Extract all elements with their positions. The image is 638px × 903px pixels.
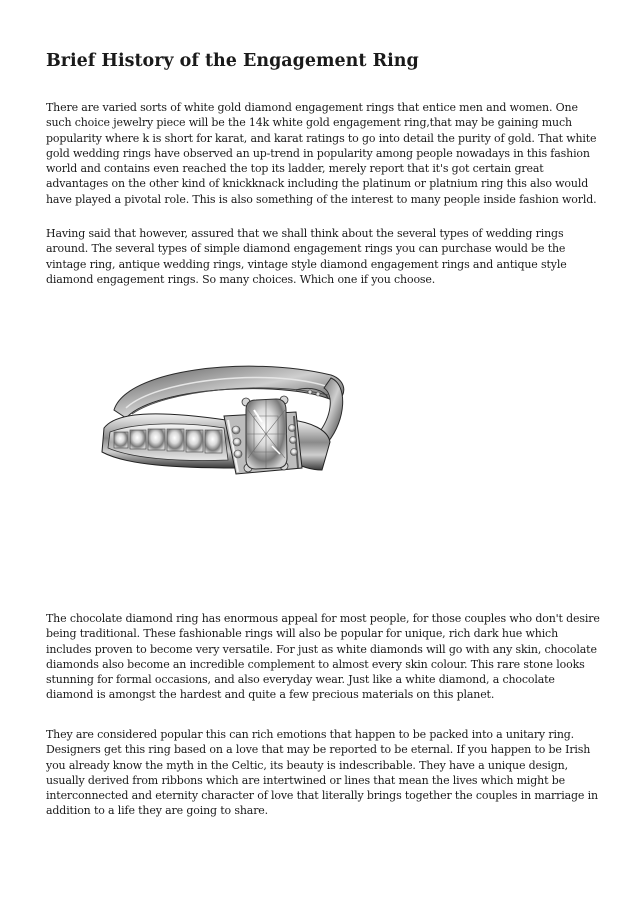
paragraph-3: The chocolate diamond ring has enormous appeal for most people, for those couples who don't desire being traditional. These fashionable rings will also be popular for unique, rich dark hue which includes proven to become very versatile. For just as white diamonds will go with any skin, chocolate diamonds also become an incredible complement to almost every skin colour. This rare stone looks stunning for formal occasions, and also everyday wear. Just like a white diamond, a chocolate diamond is amongst the hardest and quite a few precious materials on this planet.: [46, 612, 600, 702]
ring-image: [96, 350, 351, 495]
paragraph-4: They are considered popular this can rich emotions that happen to be packed into a unitary ring. Designers get this ring based on a love that may be reported to be eternal. If you happen to be Irish you already know the myth in the Celtic, its beauty is indescribable. They have a unique design, usually derived from ribbons which are intertwined or lines that mean the lives which might be interconnected and eternity character of love that literally brings together the couples in marriage in addition to a life they are going to share.: [46, 728, 598, 818]
paragraph-1: There are varied sorts of white gold diamond engagement rings that entice men and women. One such choice jewelry piece will be the 14k white gold engagement ring,that may be gaining much popularity where k is short for karat, and karat ratings to go into detail the purity of gold. That white gold wedding rings have observed an up-trend in popularity among people nowadays in this fashion world and contains even reached the top its ladder, merely report that it's got certain great advantages on the other kind of knickknack including the platinum or platnium ring this also would have played a pivotal role. This is also something of the interest to many people inside fashion world.: [46, 101, 597, 206]
article-title: Brief History of the Engagement Ring: [46, 51, 419, 71]
paragraph-2: Having said that however, assured that we shall think about the several types of wedding rings around. The several types of simple diamond engagement rings you can purchase would be the vintage ring, antique wedding rings, vintage style diamond engagement rings and antique style diamond engagement rings. So many choices. Which one if you choose.: [46, 227, 567, 286]
